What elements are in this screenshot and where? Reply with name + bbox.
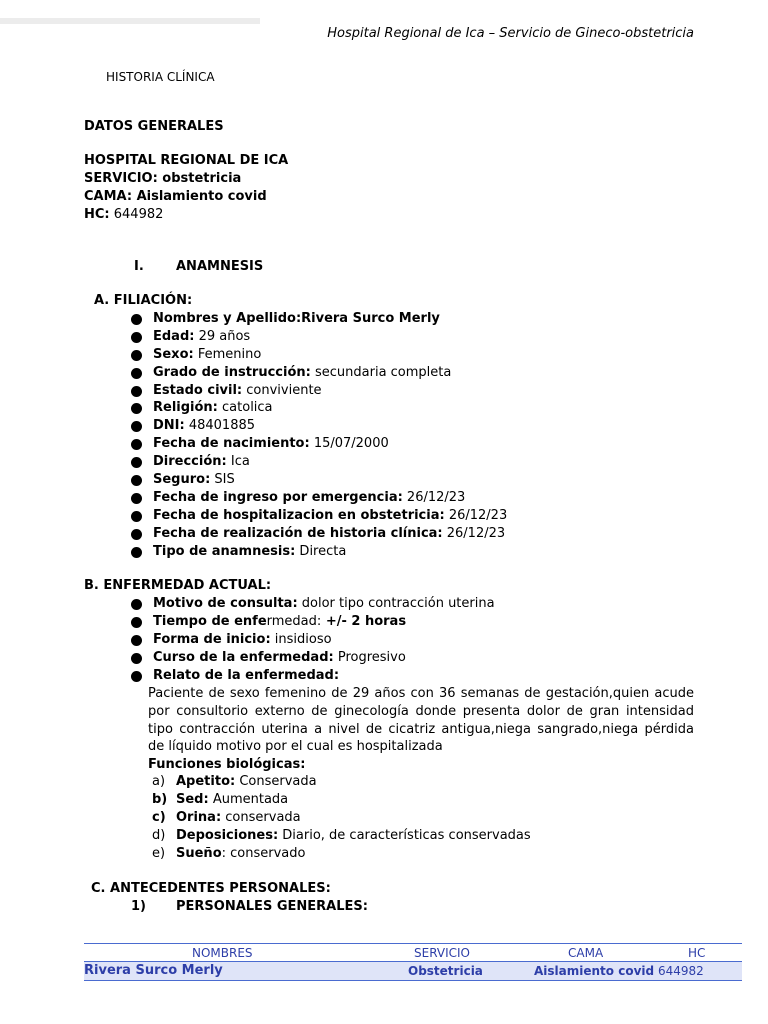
footer-nombres: Rivera Surco Merly	[84, 963, 223, 978]
bullet-icon	[131, 599, 142, 610]
footer-header-cama: CAMA	[568, 946, 604, 960]
item-label: Sexo:	[153, 346, 194, 362]
funciones-list	[152, 773, 531, 862]
bullet-icon	[131, 439, 142, 450]
curso-value: Progresivo	[333, 649, 406, 665]
item-value: Directa	[295, 543, 347, 559]
top-decorative-bar	[0, 18, 260, 24]
list-item	[131, 328, 507, 346]
bullet-icon	[131, 386, 142, 397]
hc-label: HC:	[84, 207, 110, 222]
item-value: 29 años	[194, 328, 251, 344]
tiempo-value: +/- 2 horas	[321, 613, 407, 629]
forma-value: insidioso	[270, 631, 332, 647]
item-value: Ica	[226, 454, 250, 470]
forma-label: Forma de inicio:	[153, 631, 271, 647]
item-value: : conservado	[221, 845, 306, 861]
item-label: Dirección:	[153, 454, 227, 470]
item-label: Sed:	[176, 791, 209, 807]
bullet-icon	[131, 368, 142, 379]
list-item	[131, 417, 507, 435]
list-item	[131, 613, 495, 631]
bullet-icon	[131, 314, 142, 325]
item-label: Seguro:	[153, 472, 211, 488]
item-value: secundaria completa	[310, 364, 452, 380]
datos-generales-title: DATOS GENERALES	[84, 119, 224, 134]
list-item	[131, 310, 507, 328]
hospital-line: HOSPITAL REGIONAL DE ICA	[84, 153, 289, 168]
bullet-icon	[131, 475, 142, 486]
item-marker: a)	[152, 774, 166, 789]
item-value: catolica	[217, 400, 273, 416]
enfermedad-title-text: B. ENFERMEDAD ACTUAL:	[84, 578, 272, 593]
relato-label: Relato de la enfermedad:	[153, 667, 340, 683]
bullet-icon	[131, 529, 142, 540]
item-label: Tipo de anamnesis:	[153, 543, 296, 559]
bullet-icon	[131, 403, 142, 414]
antecedentes-sub-numeral: 1)	[131, 899, 146, 914]
filiacion-title: A. FILIACIÓN:	[94, 293, 193, 308]
hc-value: 644982	[109, 207, 164, 222]
item-label: Fecha de nacimiento:	[153, 436, 310, 452]
item-value: Diario, de características conservadas	[278, 827, 531, 843]
bullet-icon	[131, 493, 142, 504]
bullet-icon	[131, 617, 142, 628]
item-value: conservada	[221, 809, 301, 825]
list-item	[131, 525, 507, 543]
patient-footer-table	[84, 943, 742, 981]
item-value: 26/12/23	[402, 489, 466, 505]
bullet-icon	[131, 421, 142, 432]
footer-cama: Aislamiento covid	[534, 964, 655, 978]
item-label: Orina:	[176, 809, 222, 825]
item-value: 48401885	[184, 418, 256, 434]
item-value: 26/12/23	[442, 525, 506, 541]
item-label: Religión:	[153, 400, 218, 416]
anamnesis-numeral: I.	[134, 259, 144, 274]
item-value: 15/07/2000	[309, 436, 389, 452]
servicio-line: SERVICIO: obstetricia	[84, 171, 242, 186]
enfermedad-list	[131, 595, 495, 684]
item-label: Deposiciones:	[176, 827, 279, 843]
motivo-value: dolor tipo contracción uterina	[297, 596, 495, 611]
bullet-icon	[131, 511, 142, 522]
bullet-icon	[131, 547, 142, 558]
item-label: Nombres y Apellido:Rivera Surco Merly	[153, 311, 440, 326]
bullet-icon	[131, 457, 142, 468]
enfermedad-title	[84, 577, 271, 595]
anamnesis-title: ANAMNESIS	[176, 259, 264, 274]
item-label: Sueño	[176, 845, 222, 861]
list-item	[152, 773, 531, 791]
list-item	[131, 399, 507, 417]
footer-header-hc: HC	[688, 946, 706, 960]
item-label: Fecha de realización de historia clínica:	[153, 525, 443, 541]
antecedentes-sub-title: PERSONALES GENERALES:	[176, 899, 368, 914]
list-item	[131, 631, 495, 649]
list-item	[131, 507, 507, 525]
footer-header-row	[84, 943, 742, 961]
item-value: SIS	[210, 472, 235, 488]
list-item	[152, 845, 531, 863]
item-label: Fecha de ingreso por emergencia:	[153, 489, 403, 505]
bullet-icon	[131, 350, 142, 361]
list-item	[131, 435, 507, 453]
item-label: Fecha de hospitalizacion en obstetricia:	[153, 507, 445, 523]
item-marker: d)	[152, 827, 166, 843]
list-item	[131, 471, 507, 489]
footer-header-servicio: SERVICIO	[414, 946, 470, 960]
cama-line: CAMA: Aislamiento covid	[84, 189, 267, 204]
item-marker: e)	[152, 845, 166, 861]
motivo-label: Motivo de consulta:	[153, 596, 298, 611]
item-marker: b)	[152, 791, 168, 807]
list-item	[131, 595, 495, 613]
filiacion-list	[131, 310, 507, 560]
item-marker: c)	[152, 809, 166, 825]
footer-servicio: Obstetricia	[408, 964, 483, 978]
item-label: Edad:	[153, 328, 195, 344]
footer-data-row	[84, 961, 742, 981]
list-item	[152, 809, 531, 827]
antecedentes-title: C. ANTECEDENTES PERSONALES:	[91, 881, 331, 896]
list-item	[131, 667, 495, 685]
page-header: Hospital Regional de Ica – Servicio de Gineco-obstetricia	[327, 26, 694, 41]
bullet-icon	[131, 653, 142, 664]
item-label: DNI:	[153, 418, 185, 434]
list-item	[131, 489, 507, 507]
list-item	[131, 382, 507, 400]
item-value: 26/12/23	[444, 507, 508, 523]
bullet-icon	[131, 671, 142, 682]
list-item	[152, 791, 531, 809]
tiempo-mid: rmedad:	[266, 613, 322, 629]
list-item	[131, 453, 507, 471]
item-value: Conservada	[235, 774, 317, 789]
item-label: Estado civil:	[153, 382, 243, 398]
bullet-icon	[131, 332, 142, 343]
hc-line	[84, 206, 163, 224]
item-label: Grado de instrucción:	[153, 364, 311, 380]
item-value: conviviente	[242, 382, 322, 398]
list-item	[131, 346, 507, 364]
item-value: Femenino	[193, 346, 262, 362]
list-item	[131, 364, 507, 382]
footer-header-nombres: NOMBRES	[192, 946, 253, 960]
tiempo-label: Tiempo de enfe	[153, 613, 267, 629]
footer-hc: 644982	[658, 964, 704, 978]
curso-label: Curso de la enfermedad:	[153, 649, 334, 665]
funciones-title: Funciones biológicas:	[148, 757, 306, 772]
list-item	[131, 543, 507, 561]
relato-text: Paciente de sexo femenino de 29 años con 36 semanas de gestación,quien acude por consultorio externo de ginecología donde presenta dolor de gran intensidad tipo contracción uterina a nivel de cicatriz antigua,niega sangrado,niega pérdida de líquido motivo por el cual es hospitalizada	[148, 686, 694, 755]
item-label: Apetito:	[176, 774, 236, 789]
item-value: Aumentada	[208, 791, 289, 807]
list-item	[152, 827, 531, 845]
list-item	[131, 649, 495, 667]
document-title: HISTORIA CLÍNICA	[106, 70, 215, 84]
bullet-icon	[131, 635, 142, 646]
